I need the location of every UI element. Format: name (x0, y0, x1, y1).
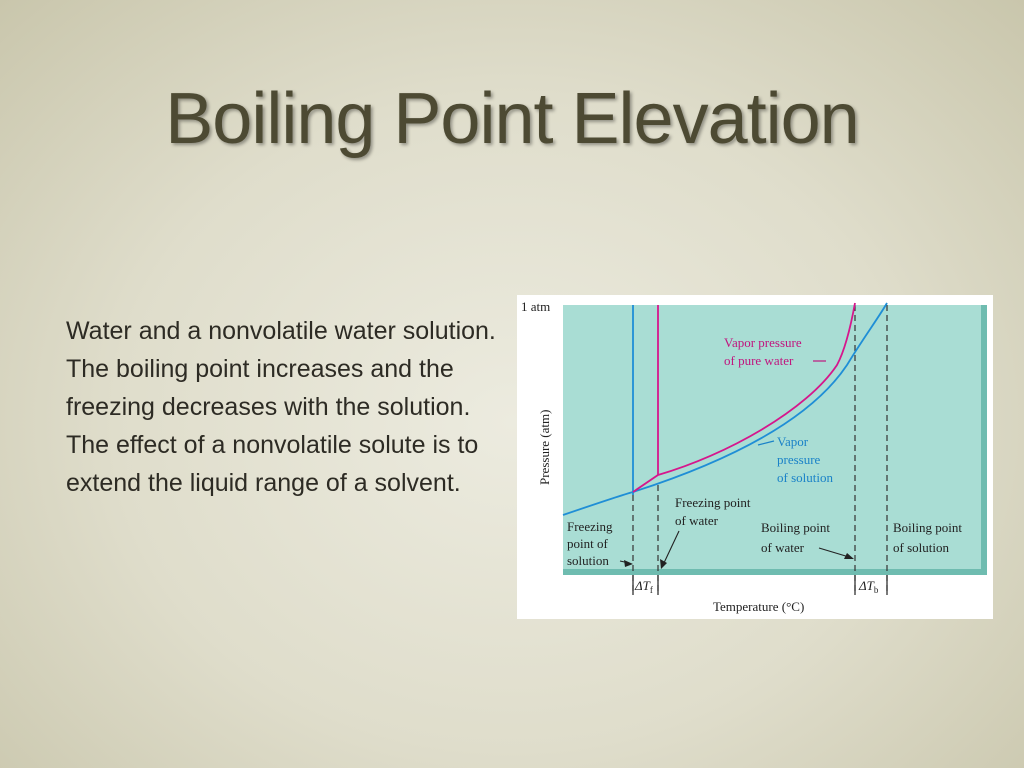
y-top-label: 1 atm (521, 299, 551, 314)
water-curve-label-line2: of pure water (724, 353, 794, 368)
solution-curve-label-line2: pressure (777, 452, 821, 467)
bp-water-label-line2: of water (761, 540, 804, 555)
x-axis-label: Temperature (°C) (713, 599, 805, 614)
phase-diagram-svg (517, 295, 993, 619)
fp-water-label-line2: of water (675, 513, 718, 528)
phase-diagram-figure (517, 295, 993, 619)
bp-water-label-line1: Boiling point (761, 520, 830, 535)
fp-solution-label-line1: Freezing (567, 519, 613, 534)
slide-body-text: Water and a nonvolatile water solution. The boiling point increases and the freezing decreases with the solution. The effect of a nonvolatile solute is to extend the liquid range of a solvent. (66, 317, 496, 497)
fp-solution-label-line2: point of (567, 536, 608, 551)
delta-tb-label: $\Delta T_b$ (859, 578, 879, 595)
fp-water-label-line1: Freezing point (675, 495, 751, 510)
bp-solution-label-line1: Boiling point (893, 520, 962, 535)
solution-curve-label-line1: Vapor (777, 434, 809, 449)
delta-tf-label: $\Delta T_f$ (635, 578, 653, 595)
solution-curve-label-line3: of solution (777, 470, 833, 485)
fp-solution-label-line3: solution (567, 553, 609, 568)
y-axis-label: Pressure (atm) (537, 409, 552, 485)
water-curve-label-line1: Vapor pressure (724, 335, 802, 350)
bp-solution-label-line2: of solution (893, 540, 949, 555)
slide-title: Boiling Point Elevation (165, 79, 859, 159)
